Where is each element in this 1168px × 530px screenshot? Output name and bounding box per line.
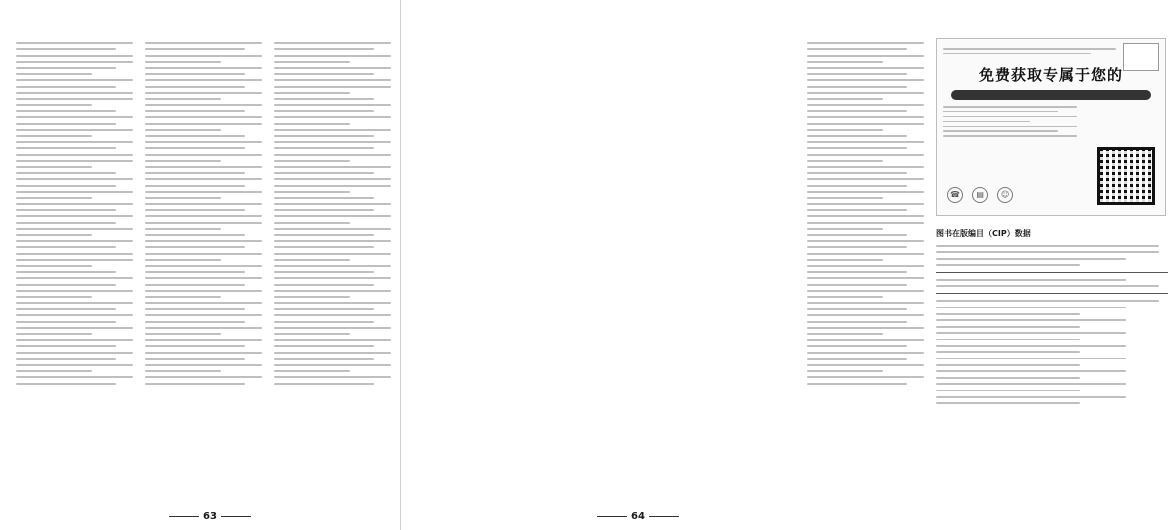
qr-code-icon [1097,147,1155,205]
phone-icon: ☎ [947,187,963,203]
page-number-right [578,511,698,522]
page-number-right-text: 64 [631,511,645,522]
answer-column-3 [274,38,396,488]
promo-badge [1123,43,1159,71]
promo-banner [951,90,1151,100]
user-icon: ☺ [997,187,1013,203]
promo-icons [947,182,1017,203]
promo-headline: 免费获取专属于您的 [978,66,1123,84]
promo-list [943,106,1083,137]
info-column [936,38,1168,488]
answer-column-1 [16,38,138,488]
cip-title: 图书在版编目（CIP）数据 [936,229,1031,238]
book-icon: ▤ [972,187,988,203]
answer-column-4 [807,38,929,488]
right-page [400,0,1123,530]
page-number-left [150,511,270,522]
answer-column-2 [145,38,267,488]
left-page [0,0,401,530]
cip-block [936,245,1168,404]
promo-card [936,38,1166,216]
page-number-left-text: 63 [203,511,217,522]
